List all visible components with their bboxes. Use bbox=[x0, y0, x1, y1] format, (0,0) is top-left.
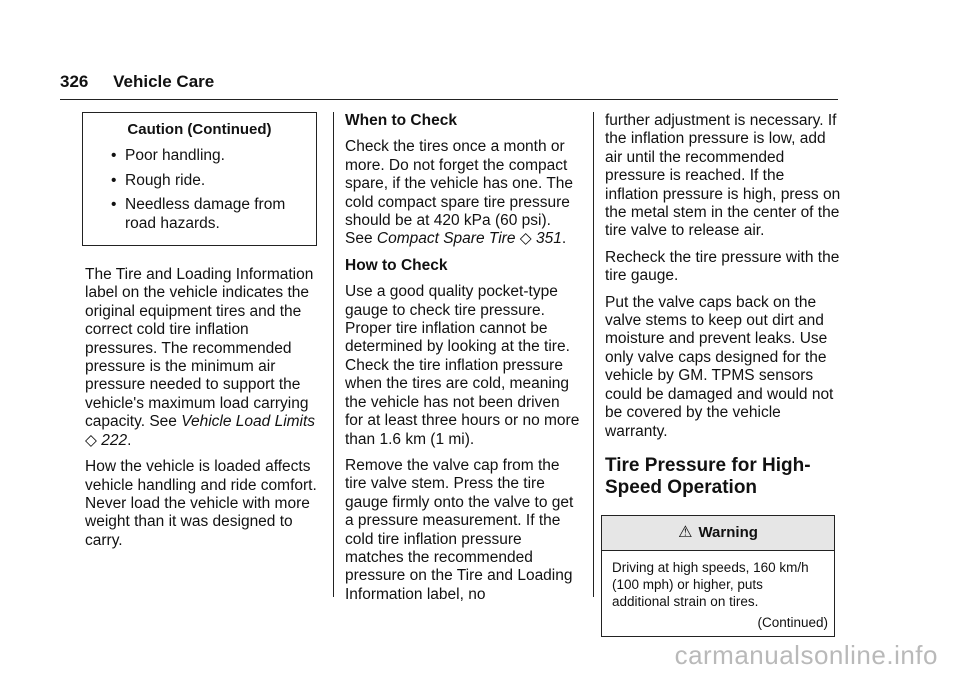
page-number: 326 bbox=[60, 72, 89, 91]
watermark: carmanualsonline.info bbox=[674, 640, 938, 670]
page-ref-icon: ◇ bbox=[519, 230, 532, 248]
page-ref-icon: ◇ bbox=[85, 431, 97, 449]
paragraph-tire-label: The Tire and Loading Information label on the vehicle indicates the original equipment tires and the correct cold tire inflation pressures. The recommended pressure is the minimum air pressure needed to support the vehicle's maximum load carrying capacity. See Vehicle Load Limits ◇ 222. bbox=[85, 266, 316, 449]
page-header bbox=[60, 72, 214, 92]
heading-how-to-check: How to Check bbox=[345, 256, 448, 274]
paragraph-when-to-check: Check the tires once a month or more. Do not forget the compact spare, if the vehicle has one. The cold compact spare tire pressure should be at 420 kPa (60 psi). See Compact Spare Tire ◇ 351. bbox=[345, 138, 574, 248]
caution-box bbox=[82, 112, 317, 246]
caution-title: Caution (Continued) bbox=[127, 121, 272, 138]
xref-vehicle-load-limits[interactable]: Vehicle Load Limits ◇ 222 bbox=[85, 413, 316, 449]
continued-label: (Continued) bbox=[757, 614, 828, 630]
column-1 bbox=[85, 112, 321, 558]
header-rule bbox=[60, 99, 838, 100]
section-title-high-speed: Tire Pressure for High-Speed Operation bbox=[605, 454, 811, 498]
caution-item-text: Rough ride. bbox=[125, 171, 206, 189]
heading-when-to-check: When to Check bbox=[345, 112, 457, 129]
section-name: Vehicle Care bbox=[113, 72, 215, 91]
caution-item-text: Poor handling. bbox=[125, 147, 225, 165]
caution-list bbox=[83, 147, 316, 233]
column-divider-2 bbox=[593, 112, 594, 597]
column-3 bbox=[605, 112, 841, 637]
column-divider-1 bbox=[333, 112, 334, 597]
paragraph-adjustment: further adjustment is necessary. If the inflation pressure is low, add air until the recommended pressure is reached. If the inflation pressure is high, press on the metal stem in the center of the tire valve to release air. bbox=[605, 112, 841, 240]
caution-item-text: Needless damage from road hazards. bbox=[125, 196, 286, 232]
bullet: • bbox=[111, 171, 117, 189]
caution-item bbox=[83, 147, 316, 165]
paragraph-gauge: Use a good quality pocket-type gauge to check tire pressure. Proper tire inflation cannot be determined by looking at the tire. Check the tire inflation pressure when the tires are cold, meaning the vehicle has not been driven for at least three hours or no more than 1.6 km (1 mi). bbox=[345, 283, 580, 448]
column-2 bbox=[345, 112, 581, 612]
bullet: • bbox=[111, 196, 117, 214]
warning-triangle-icon: ⚠ bbox=[678, 523, 693, 541]
paragraph-recheck: Recheck the tire pressure with the tire gauge. bbox=[605, 248, 840, 285]
paragraph-loading: How the vehicle is loaded affects vehicle handling and ride comfort. Never load the vehicle with more weight than it was designed to carry. bbox=[85, 458, 317, 549]
paragraph-valve-cap: Remove the valve cap from the tire valve stem. Press the tire gauge firmly onto the valve to get a pressure measurement. If the cold tire inflation pressure matches the recommended pressure on the Tire and Loading Information label, no bbox=[345, 456, 574, 603]
xref-compact-spare-tire[interactable]: Compact Spare Tire ◇ 351 bbox=[376, 230, 562, 248]
warning-body: Driving at high speeds, 160 km/h (100 mph) or higher, puts additional strain on tires. bbox=[612, 559, 809, 609]
bullet: • bbox=[111, 147, 117, 165]
warning-header bbox=[602, 516, 834, 551]
caution-item bbox=[83, 172, 316, 190]
paragraph-valve-caps: Put the valve caps back on the valve stems to keep out dirt and moisture and prevent leaks. Use only valve caps designed for the vehicle by GM. TPMS sensors could be damaged and would not be covered by the vehicle warranty. bbox=[605, 293, 834, 440]
warning-box bbox=[601, 515, 835, 637]
caution-item bbox=[83, 196, 316, 233]
warning-title: Warning bbox=[698, 523, 758, 541]
